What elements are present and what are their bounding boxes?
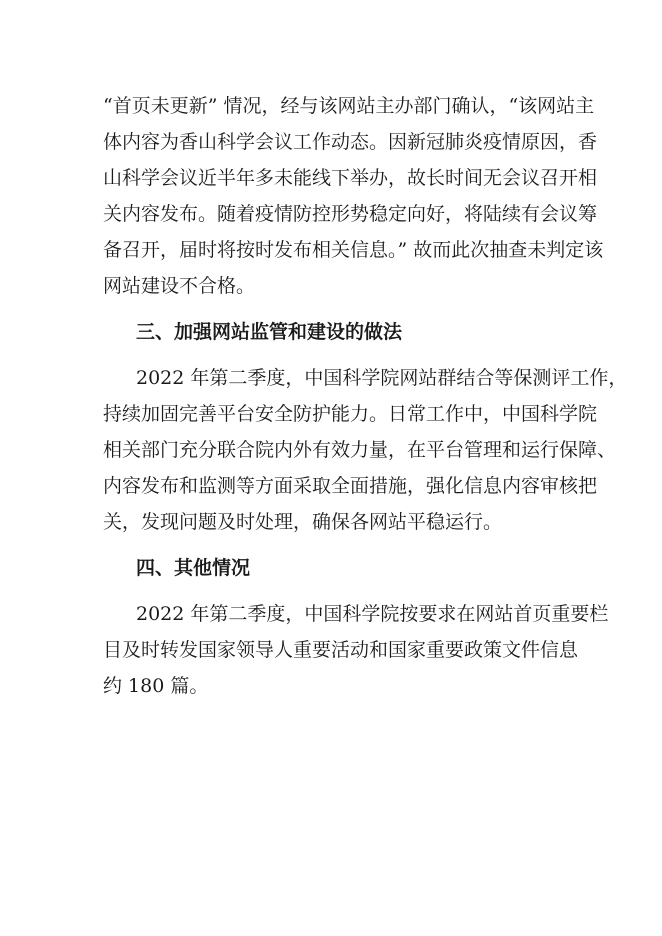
text-line: 2022 年第二季度，中国科学院网站群结合等保测评工作， [136,367,628,389]
text-line: “首页未更新” 情况，经与该网站主办部门确认，“该网站主 [103,95,595,117]
text-line: 备召开，届时将按时发布相关信息。” 故而此次抽查未判定该 [103,239,604,261]
paragraph-website-update-explanation [103,88,604,304]
text-line: 网站建设不合格。 [103,275,256,297]
paragraph-other-info [103,596,609,704]
text-line: 相关部门充分联合院内外有效力量，在平台管理和运行保障、 [103,439,617,461]
section-heading-supervision: 三、加强网站监管和建设的做法 [136,321,403,343]
section-heading-other: 四、其他情况 [136,557,251,579]
text-line: 关，发现问题及时处理，确保各网站平稳运行。 [103,511,503,533]
text-line: 目及时转发国家领导人重要活动和国家重要政策文件信息 [103,639,579,661]
text-line: 内容发布和监测等方面采取全面措施，强化信息内容审核把 [103,475,598,497]
text-line: 关内容发布。随着疫情防控形势稳定向好，将陆续有会议筹 [103,203,598,225]
text-line: 山科学会议近半年多未能线下举办，故长时间无会议召开相 [103,167,598,189]
paragraph-supervision-measures [103,360,628,540]
text-line: 2022 年第二季度，中国科学院按要求在网站首页重要栏 [136,603,609,625]
document-body [103,88,628,704]
text-line: 持续加固完善平台安全防护能力。日常工作中，中国科学院 [103,403,598,425]
text-line: 体内容为香山科学会议工作动态。因新冠肺炎疫情原因，香 [103,131,598,153]
text-line: 约 180 篇。 [103,675,209,697]
